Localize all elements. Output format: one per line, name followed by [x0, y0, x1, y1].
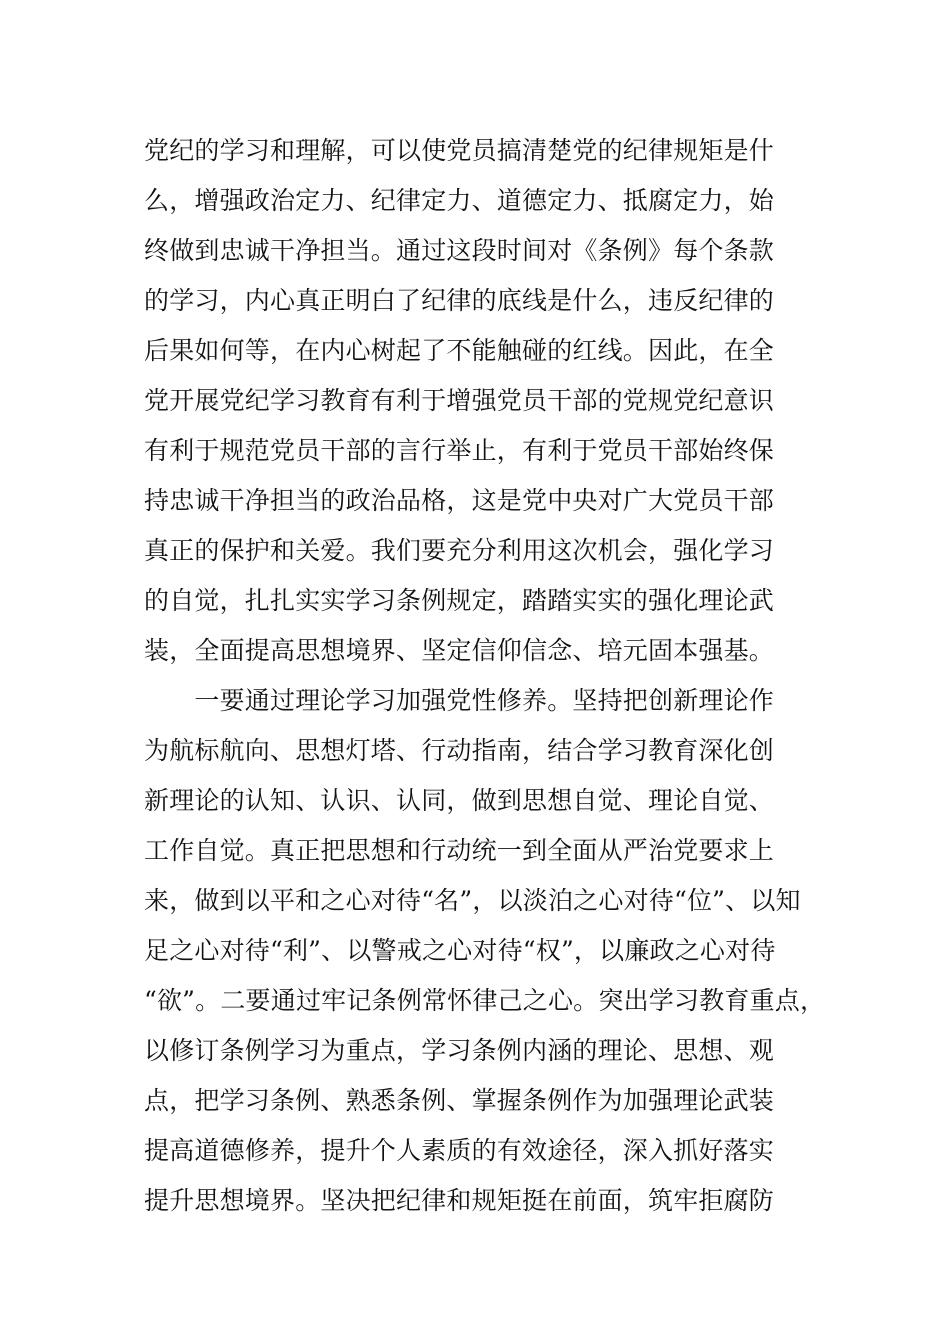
text-line: 新理论的认知、认识、认同，做到思想自觉、理论自觉、 [144, 786, 775, 815]
text-line: 来，做到以平和之心对待“名”，以淡泊之心对待“位”、以知 [144, 886, 801, 915]
text-line: 提高道德修养，提升个人素质的有效途径，深入抓好落实 [144, 1136, 775, 1165]
text-line: 为航标航向、思想灯塔、行动指南，结合学习教育深化创 [144, 736, 775, 765]
text-line: 的自觉，扎扎实实学习条例规定，踏踏实实的强化理论武 [144, 586, 775, 615]
text-line: 的学习，内心真正明白了纪律的底线是什么，违反纪律的 [144, 286, 775, 315]
text-line: 后果如何等，在内心树起了不能触碰的红线。因此，在全 [144, 336, 775, 365]
text-line: 党纪的学习和理解，可以使党员搞清楚党的纪律规矩是什 [144, 136, 775, 165]
text-line: 以修订条例学习为重点，学习条例内涵的理论、思想、观 [144, 1036, 775, 1065]
text-line: 一要通过理论学习加强党性修养。坚持把创新理论作 [144, 686, 775, 715]
text-line: 足之心对待“利”、以警戒之心对待“权”，以廉政之心对待 [144, 936, 776, 965]
body-text [144, 126, 824, 1226]
text-line: 党开展党纪学习教育有利于增强党员干部的党规党纪意识 [144, 386, 775, 415]
text-line: “欲”。二要通过牢记条例常怀律己之心。突出学习教育重点， [144, 986, 826, 1015]
text-line: 装，全面提高思想境界、坚定信仰信念、培元固本强基。 [144, 636, 775, 665]
text-line: 真正的保护和关爱。我们要充分利用这次机会，强化学习 [144, 536, 775, 565]
text-line: 终做到忠诚干净担当。通过这段时间对《条例》每个条款 [144, 236, 775, 265]
text-line: 工作自觉。真正把思想和行动统一到全面从严治党要求上 [144, 836, 775, 865]
text-line: 点，把学习条例、熟悉条例、掌握条例作为加强理论武装 [144, 1086, 775, 1115]
text-line: 持忠诚干净担当的政治品格，这是党中央对广大党员干部 [144, 486, 775, 515]
text-line: 提升思想境界。坚决把纪律和规矩挺在前面，筑牢拒腐防 [144, 1186, 775, 1215]
text-line: 么，增强政治定力、纪律定力、道德定力、抵腐定力，始 [144, 186, 775, 215]
text-line: 有利于规范党员干部的言行举止，有利于党员干部始终保 [144, 436, 775, 465]
